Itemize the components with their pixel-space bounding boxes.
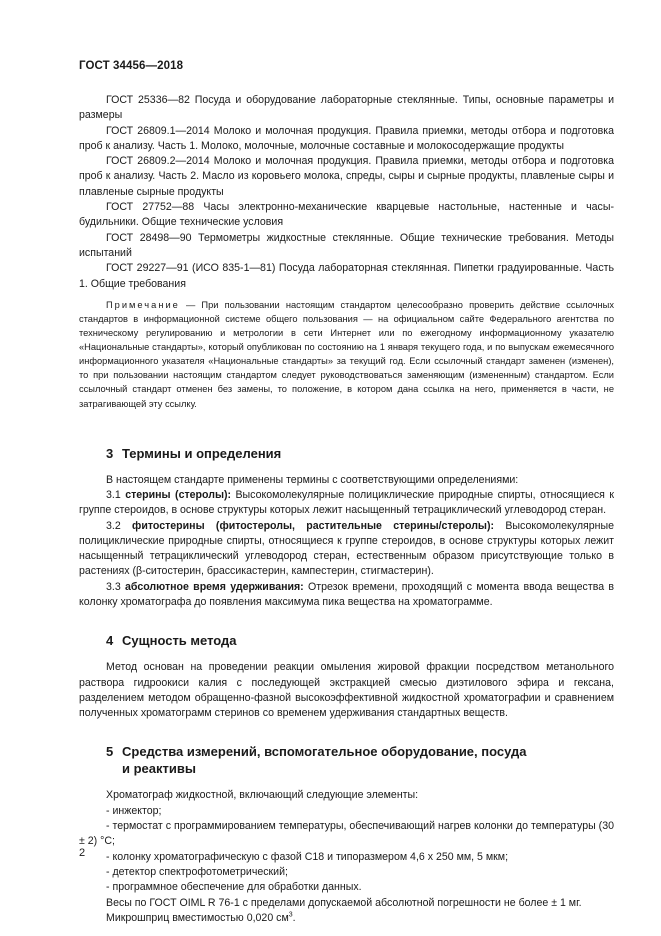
- term-definition: Отрезок времени, проходящий с момента ввода вещества в колонку хроматографа до появления максимума пика вещества на хроматограмме.: [79, 580, 615, 608]
- section-title: Средства измерений, вспомогательное оборудование, посуда: [122, 744, 527, 760]
- page-number: 2: [79, 847, 86, 859]
- equipment-list: [79, 788, 614, 926]
- term-number: 3.3: [106, 580, 121, 593]
- term-3-2: [79, 519, 614, 580]
- section-number: 3: [106, 445, 114, 461]
- document-body: [79, 93, 614, 926]
- microsyringe-text: Микрошприц вместимостью 0,020 см: [106, 911, 289, 924]
- equipment-line: - колонку хроматографическую с фазой С18 и типоразмером 4,6 х 250 мм, 5 мкм;: [106, 850, 509, 863]
- reference-item: ГОСТ 26809.1—2014 Молоко и молочная продукция. Правила приемки, методы отбора и подготовка проб к анализу. Часть 1. Молоко, молочные, молочные составные и молокосодержащие продукты: [79, 124, 614, 152]
- section-3-intro: В настоящем стандарте применены термины с соответствующими определениями:: [106, 473, 519, 486]
- term-name: абсолютное время удерживания:: [125, 580, 304, 593]
- reference-item: ГОСТ 28498—90 Термометры жидкостные стеклянные. Общие технические требования. Методы испытаний: [79, 231, 614, 259]
- note-label: Примечание: [106, 299, 180, 310]
- term-number: 3.1: [106, 488, 121, 501]
- term-name: фитостерины (фитостеролы, растительные стерины/стеролы):: [132, 519, 495, 532]
- term-name: стерины (стеролы):: [125, 488, 232, 501]
- normative-references: [79, 93, 614, 292]
- term-definition: Высокомолекулярные полициклические природные спирты, относящиеся к группе стероидов, в основе структуры которых лежит насыщенный тетрациклический углеводород стеран, естественным образом присутствующие только в растениях (β-ситостерин, брассикастерин, кампестерин, стигмастерин).: [79, 519, 614, 578]
- reference-item: ГОСТ 26809.2—2014 Молоко и молочная продукция. Правила приемки, методы отбора и подготовка проб к анализу. Часть 2. Масло из коровьего молока, спреды, сыры и сырные продукты, плавленые сыры и плавленые сырные продукты: [79, 155, 614, 198]
- section-4-heading: [79, 632, 614, 649]
- equipment-line: Хроматограф жидкостной, включающий следующие элементы:: [106, 789, 419, 802]
- equipment-line: Весы по ГОСТ OIML R 76-1 с пределами допускаемой абсолютной погрешности не более ± 1 мг.: [106, 896, 582, 909]
- section-title-continued: и реактивы: [122, 761, 196, 777]
- note-paragraph: [79, 298, 614, 411]
- term-definition: Высокомолекулярные полициклические природные спирты, относящиеся к группе стероидов, в основе структуры которых лежит насыщенный тетрациклический углеводород стеран.: [79, 488, 614, 517]
- equipment-line: - термостат с программированием температуры, обеспечивающий нагрев колонки до температуры (30 ± 2) °С;: [79, 820, 614, 848]
- equipment-line: - инжектор;: [106, 804, 162, 817]
- term-3-1: [79, 488, 614, 519]
- note-text: — При пользовании настоящим стандартом целесообразно проверить действие ссылочных стандартов в информационной системе общего пользования — на официальном сайте Федерального агентства по техническому регулированию и метрологии в сети Интернет или по ежегодному информационному указателю «Национальные стандарты», который опубликован по состоянию на 1 января текущего года, и по выпускам ежемесячного информационного указателя «Национальные стандарты» за текущий год. Если ссылочный стандарт заменен (изменен), то при пользовании настоящим стандартом следует руководствоваться заменяющим (измененным) стандартом. Если ссылочный стандарт отменен без замены, то положение, в котором дана ссылка на него, применяется в части, не затрагивающей эту ссылку.: [79, 299, 614, 409]
- term-number: 3.2: [106, 519, 121, 532]
- unit-superscript: 3: [288, 911, 293, 919]
- section-number: 4: [106, 633, 114, 649]
- section-4-text: Метод основан на проведении реакции омыления жировой фракции посредством метанольного раствора гидроокиси калия с последующей экстракцией смесью диэтилового эфира и гексана, разделением методом обращенно-фазной высокоэффективной жидкостной хроматографии и сравнением полученных хроматограмм стеринов со временем удерживания стандартных веществ.: [79, 661, 614, 720]
- term-3-3: [79, 580, 614, 611]
- equipment-line: - программное обеспечение для обработки данных.: [106, 881, 362, 894]
- equipment-line: - детектор спектрофотометрический;: [106, 865, 288, 878]
- section-3-heading: [79, 445, 614, 462]
- equipment-line-microsyringe: [79, 911, 614, 926]
- section-5-heading: [79, 743, 614, 777]
- reference-item: ГОСТ 29227—91 (ИСО 835-1—81) Посуда лабораторная стеклянная. Пипетки градуированные. Часть 1. Общие требования: [79, 262, 614, 290]
- reference-item: ГОСТ 27752—88 Часы электронно-механические кварцевые настольные, настенные и часы-будильники. Общие технические условия: [79, 201, 614, 229]
- microsyringe-end: .: [292, 911, 296, 924]
- reference-item: ГОСТ 25336—82 Посуда и оборудование лабораторные стеклянные. Типы, основные параметры и размеры: [79, 94, 614, 122]
- section-title: Термины и определения: [122, 445, 282, 461]
- section-number: 5: [106, 744, 114, 760]
- section-title: Сущность метода: [122, 633, 237, 649]
- document-code: ГОСТ 34456—2018: [79, 60, 184, 72]
